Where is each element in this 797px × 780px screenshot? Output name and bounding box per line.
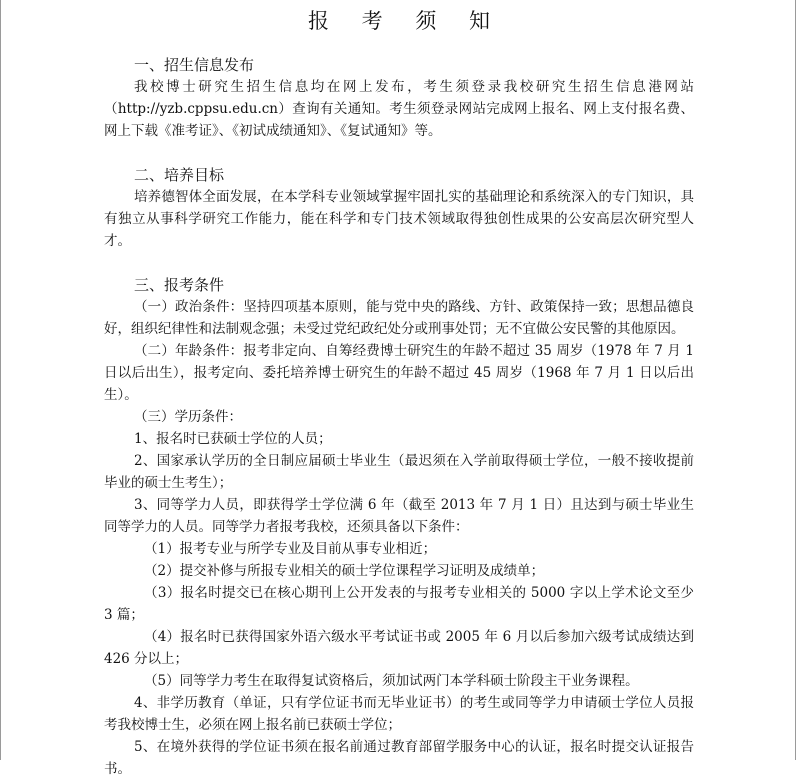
section-heading-3: 三、报考条件 [134, 276, 225, 294]
education-item-1: 1、报名时已获硕士学位的人员； [134, 431, 332, 447]
section-2-paragraph: 培养德智体全面发展，在本学科专业领域掌握牢固扎实的基础理论和系统深入的专门知识，具有独立从事科学研究工作能力，能在科学和专门技术领域取得独创性成果的公安高层次研究型人才。 [104, 189, 694, 249]
education-item-5: 5、在境外获得的学位证书须在报名前通过教育部留学服务中心的认证，报名时提交认证报告书。 [104, 739, 694, 777]
education-item-2: 2、国家承认学历的全日制应届硕士毕业生（最迟须在入学前取得硕士学位，一般不接收提前毕业的硕士生考生）； [104, 453, 694, 491]
political-condition-paragraph: （一）政治条件：坚持四项基本原则，能与党中央的路线、方针、政策保持一致；思想品德良好，组织纪律性和法制观念强；未受过党纪政纪处分或刑事处罚；无不宜做公安民警的其他原因。 [104, 299, 694, 337]
section-heading-1: 一、招生信息发布 [134, 56, 255, 74]
equivalent-item-1: （1）报考专业与所学专业及目前从事专业相近； [144, 541, 437, 557]
age-condition-paragraph: （二）年龄条件：报考非定向、自筹经费博士研究生的年龄不超过 35 周岁（1978 年 7 月 1 日以后出生），报考定向、委托培养博士研究生的年龄不超过 45 周岁（1968 年 7 月 1 日以后出生）。 [104, 343, 694, 403]
equivalent-item-5: （5）同等学力考生在取得复试资格后，须加试两门本学科硕士阶段主干业务课程。 [144, 673, 639, 689]
section-1-paragraph: 我校博士研究生招生信息均在网上发布，考生须登录我校研究生招生信息港网站（http://yzb.cppsu.edu.cn）查询有关通知。考生须登录网站完成网上报名、网上支付报名费、网上下载《准考证》、《初试成绩通知》、《复试通知》等。 [104, 79, 694, 139]
section-heading-2: 二、培养目标 [134, 166, 225, 184]
education-item-4: 4、非学历教育（单证，只有学位证书而无毕业证书）的考生或同等学力申请硕士学位人员报考我校博士生，必须在网上报名前已获硕士学位； [104, 695, 694, 733]
education-condition-heading: （三）学历条件： [134, 409, 242, 425]
equivalent-item-3: （3）报名时提交已在核心期刊上公开发表的与报考专业相关的 5000 字以上学术论文至少 3 篇； [104, 585, 694, 623]
document-body [104, 54, 694, 780]
page-title: 报 考 须 知 [307, 9, 504, 33]
education-item-3: 3、同等学力人员，即获得学士学位满 6 年（截至 2013 年 7 月 1 日）且达到与硕士毕业生同等学力的人员。同等学力者报考我校，还须具备以下条件： [104, 497, 694, 535]
equivalent-item-2: （2）提交补修与所报专业相关的硕士学位课程学习证明及成绩单； [144, 563, 545, 579]
equivalent-item-4: （4）报名时已获得国家外语六级水平考试证书或 2005 年 6 月以后参加六级考试成绩达到 426 分以上； [104, 629, 694, 667]
